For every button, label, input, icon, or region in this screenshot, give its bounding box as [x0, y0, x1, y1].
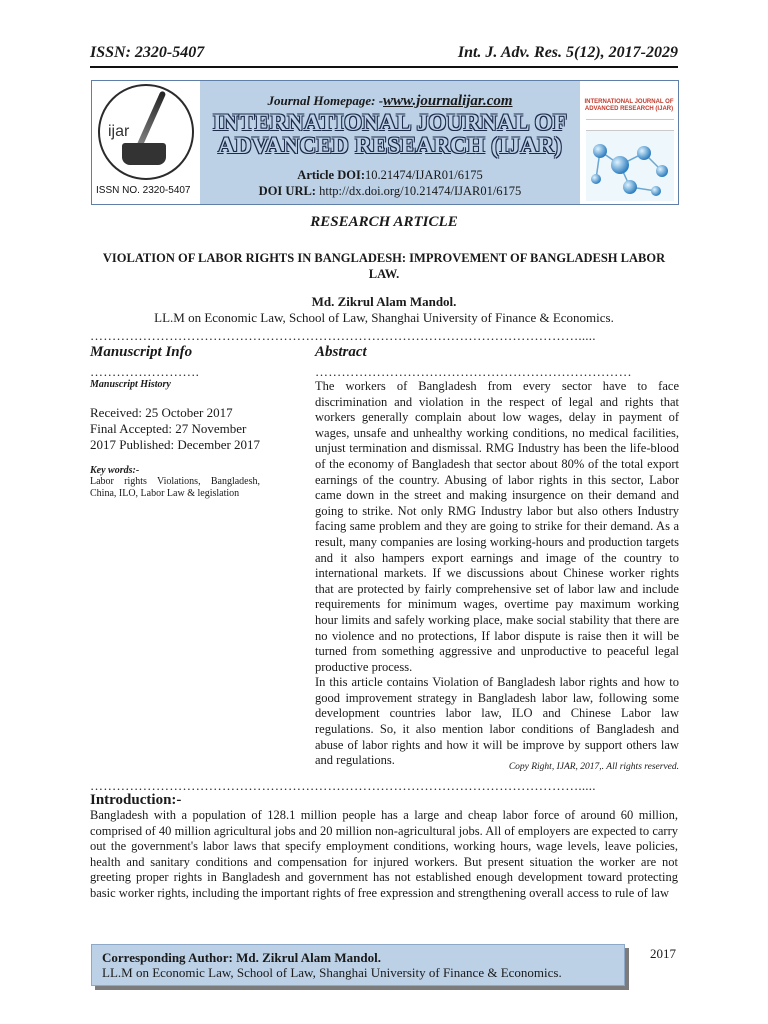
- abstract-heading: Abstract: [315, 344, 367, 360]
- copyright-notice: Copy Right, IJAR, 2017,. All rights reserved.: [508, 762, 679, 772]
- article-title: VIOLATION OF LABOR RIGHTS IN BANGLADESH: IMPROVEMENT OF BANGLADESH LABOR LAW.: [102, 251, 666, 281]
- journal-banner: [91, 80, 679, 205]
- logo-text: ijar: [108, 123, 130, 140]
- logo-issn: ISSN NO. 2320-5407: [96, 185, 191, 196]
- accepted-date: Final Accepted: 27 November: [90, 421, 247, 436]
- cover-rule: [586, 119, 674, 131]
- manuscript-dates: [90, 405, 260, 453]
- doi-block: [200, 167, 580, 199]
- cover-title: INTERNATIONAL JOURNAL OF ADVANCED RESEARCH (IJAR): [584, 99, 674, 112]
- homepage-label: Journal Homepage: -: [267, 93, 384, 108]
- doi-url-label: DOI URL:: [258, 184, 316, 198]
- molecule-icon: [586, 131, 674, 201]
- journal-name: [200, 111, 580, 157]
- doi-value: 10.21474/IJAR01/6175: [364, 168, 483, 182]
- abstract-dots: ………………………………………………………………: [315, 364, 632, 379]
- corresponding-author: Corresponding Author: Md. Zikrul Alam Mandol.: [102, 950, 381, 965]
- divider-top: ………………………………………………………………………………………………….....: [90, 328, 596, 343]
- abstract-paragraph-1: The workers of Bangladesh from every sector have to face discrimination and violation in the respect of legal and rights that workers generally complain about low wages, delay in payment of wages, unsafe and unhealthy working conditions, no medical facilities, unjust termination and dismissal. RMG Industry has been the life-blood of the economy of Bangladesh that sector about 80% of the total export earnings of the country. Abusing of labor rights in this sector, Labor came down in the street and making insurgence on their demand and going to strike. Not only RMG Industry labor but also others Industry facing same problem and they are going to strike for their demand. As a result, many companies are losing working-hours and production targets and it also hampers export earnings and image of the country to international markets. If we discussions about Chinese worker rights that are protected by fairly comprehensive set of labor law and include requirements for minimum wages, overtime pay maximum working hour limits and safely working place, make social stability that there are no violence and no protections, If labor dispute is raise then it will be turned from something aggressive and unproductive to peaceful legal productive process.: [315, 379, 679, 674]
- introduction-body: Bangladesh with a population of 128.1 million people has a large and cheap labor force of around 60 million, comprised of 40 million agricultural jobs and 20 million non-agricultural jobs. All of employers are expected to carry out the government's labor laws that specify employment conditions, working hours, wage levels, leave policies, health and sanitary conditions and compensation for injured workers. But present situation the worker are not greeting proper rights in Bangladesh and government has not established enough development toward protecting basic worker rights, including the important rights of free expression and strengthening overall access to rule of law: [90, 808, 678, 900]
- running-header: [90, 44, 678, 68]
- homepage-link[interactable]: www.journalijar.com: [383, 93, 513, 109]
- published-date: 2017 Published: December 2017: [90, 437, 261, 452]
- journal-citation: Int. J. Adv. Res. 5(12), 2017-2029: [457, 44, 678, 61]
- manuscript-history-label: Manuscript History: [90, 379, 171, 390]
- keywords-text: Labor rights Violations, Bangladesh, China, ILO, Labor Law & legislation: [90, 476, 260, 499]
- journal-name-line2: ADVANCED RESEARCH (IJAR): [217, 133, 563, 158]
- banner-center: [200, 81, 580, 204]
- inkpot-icon: [122, 143, 166, 165]
- manuscript-dots: …………………….: [90, 364, 200, 379]
- page-number: 2017: [650, 946, 676, 961]
- ijar-logo: [92, 81, 200, 204]
- keywords-label: Key words:-: [90, 465, 140, 476]
- abstract-body: [315, 379, 679, 769]
- doi-label: Article DOI:: [297, 168, 365, 182]
- journal-homepage: [200, 93, 580, 110]
- introduction-heading: Introduction:-: [90, 792, 182, 808]
- manuscript-info-heading: Manuscript Info: [90, 344, 193, 360]
- article-author: Md. Zikrul Alam Mandol.: [311, 294, 457, 309]
- received-date: Received: 25 October 2017: [90, 405, 233, 420]
- issn-label: ISSN: 2320-5407: [90, 44, 205, 61]
- journal-name-line1: INTERNATIONAL JOURNAL OF: [212, 110, 568, 135]
- author-affiliation: LL.M on Economic Law, School of Law, Shanghai University of Finance & Economics.: [154, 310, 614, 325]
- doi-url-link[interactable]: http://dx.doi.org/10.21474/IJAR01/6175: [319, 184, 522, 198]
- journal-cover: [580, 81, 678, 204]
- article-type: RESEARCH ARTICLE: [310, 214, 458, 230]
- corresponding-author-box: [91, 944, 625, 986]
- corresponding-affiliation: LL.M on Economic Law, School of Law, Shanghai University of Finance & Economics.: [102, 965, 562, 980]
- divider-bottom: ………………………………………………………………………………………………….....: [90, 778, 596, 793]
- abstract-paragraph-2: In this article contains Violation of Bangladesh labor rights and how to good improvement strategy in Bangladesh labor law, following some development countries labor law, ILO and Chinese Labor law regulations. So, it also mention labor conditions of Bangladesh and abuse of labor rights and how it will be improve by support others law and regulations.: [315, 675, 679, 768]
